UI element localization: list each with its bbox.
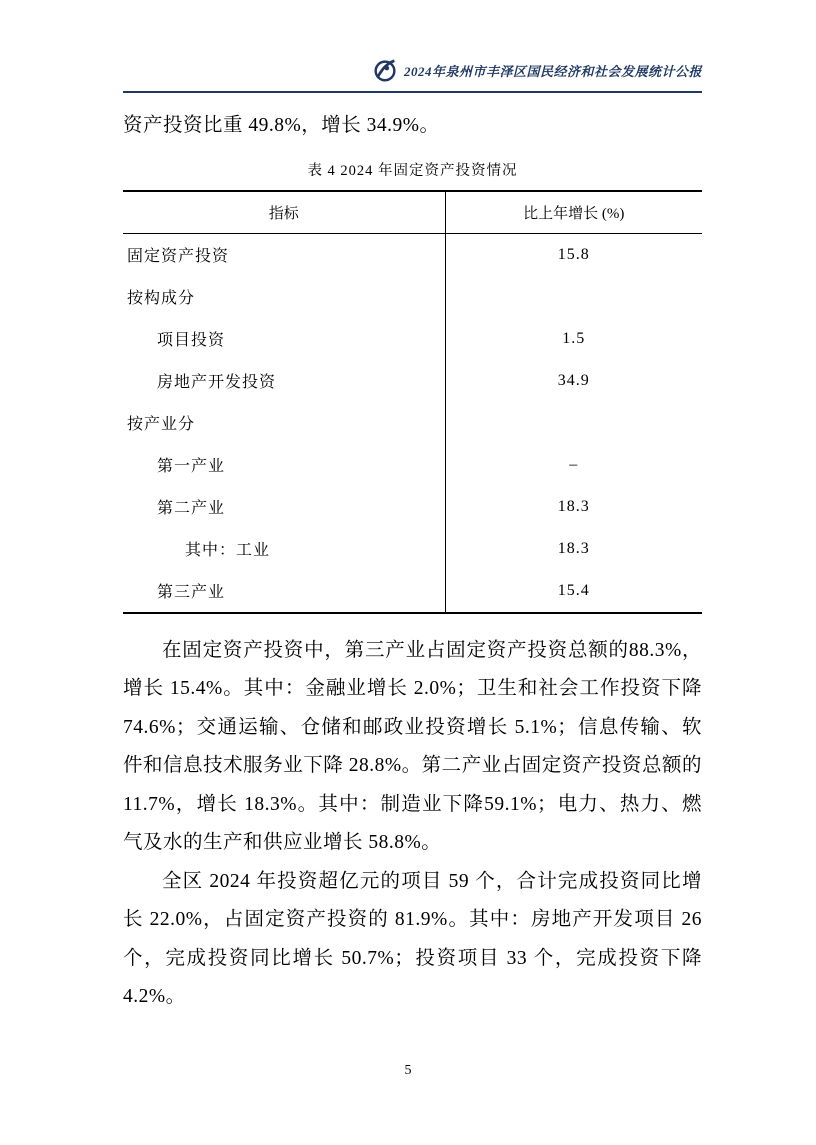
row-label: 第二产业 <box>123 486 445 528</box>
page-body <box>123 107 702 1017</box>
table-row <box>123 233 702 276</box>
row-value <box>445 276 702 318</box>
table-body <box>123 233 702 613</box>
row-label: 其中：工业 <box>123 528 445 570</box>
row-label: 项目投资 <box>123 318 445 360</box>
column-header-growth: 比上年增长 (%) <box>445 191 702 234</box>
table-row <box>123 570 702 613</box>
table-header-row <box>123 191 702 234</box>
row-value: 15.4 <box>557 581 590 599</box>
table-row <box>123 318 702 360</box>
header-title: 2024年泉州市丰泽区国民经济和社会发展统计公报 <box>403 63 702 79</box>
header-content <box>123 56 702 91</box>
table-header <box>123 191 702 234</box>
table-row <box>123 486 702 528</box>
bulletin-logo-icon <box>371 56 399 84</box>
table-row <box>123 402 702 444</box>
row-value: 18.3 <box>557 539 590 557</box>
column-header-indicator: 指标 <box>123 191 445 234</box>
paragraph-major-projects: 全区 2024 年投资超亿元的项目 59 个，合计完成投资同比增长 22.0%，占固定资产投资的 81.9%。其中：房地产开发项目 26 个，完成投资同比增长 50.7%；投资项目 33 个，完成投资下降 4.2%。 <box>123 870 702 1007</box>
table-row <box>123 444 702 486</box>
table-row <box>123 360 702 402</box>
row-label: 按产业分 <box>123 402 445 444</box>
row-value: 34.9 <box>557 371 590 389</box>
row-label: 第三产业 <box>123 570 445 613</box>
header-rule <box>123 91 702 93</box>
paragraph-investment-breakdown: 在固定资产投资中，第三产业占固定资产投资总额的88.3%，增长 15.4%。其中：金融业增长 2.0%；卫生和社会工作投资下降 74.6%；交通运输、仓储和邮政业投资增长 5.1%；信息传输、软件和信息技术服务业下降 28.8%。第二产业占固定资产投资总额的 11.7%，增长 18.3%。其中：制造业下降59.1%；电力、热力、燃气及水的生产和供应业增长 58.8%。 <box>123 639 702 853</box>
page-number: 5 <box>404 1063 412 1078</box>
row-value: 1.5 <box>562 329 586 347</box>
fixed-asset-investment-table <box>123 190 702 614</box>
row-label: 按构成分 <box>123 276 445 318</box>
intro-paragraph: 资产投资比重 49.8%，增长 34.9%。 <box>123 115 440 136</box>
body-paragraphs <box>123 632 702 1017</box>
table-row <box>123 276 702 318</box>
row-value: – <box>569 455 579 473</box>
table-caption: 表 4 2024 年固定资产投资情况 <box>307 162 518 179</box>
row-value <box>445 402 702 444</box>
row-label: 房地产开发投资 <box>123 360 445 402</box>
page-footer <box>0 1063 816 1079</box>
page-header <box>123 56 702 93</box>
row-value: 15.8 <box>557 245 590 263</box>
row-value: 18.3 <box>557 497 590 515</box>
row-label: 第一产业 <box>123 444 445 486</box>
table-row <box>123 528 702 570</box>
row-label: 固定资产投资 <box>123 233 445 276</box>
